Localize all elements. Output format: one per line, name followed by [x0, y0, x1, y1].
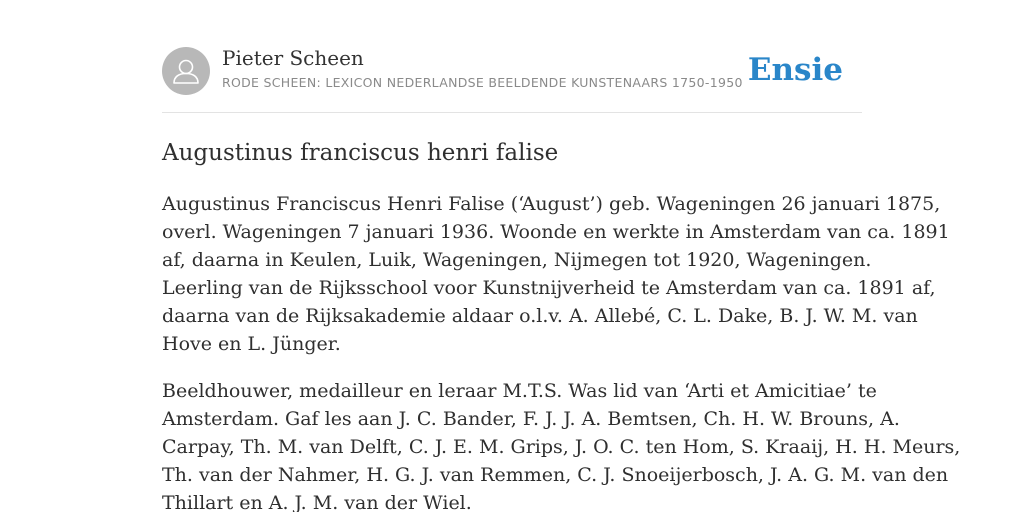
text-line: Hove en L. Jünger. — [162, 333, 341, 355]
paragraph-biography — [162, 190, 950, 358]
text-line: Beeldhouwer, medailleur en leraar M.T.S. Was lid van ‘Arti et Amicitiae’ te — [162, 380, 877, 402]
text-line: Thillart en A. J. M. van der Wiel. — [162, 492, 472, 512]
author-name[interactable]: Pieter Scheen — [222, 46, 364, 70]
text-line: Amsterdam. Gaf les aan J. C. Bander, F. J. J. A. Bemtsen, Ch. H. W. Brouns, A. — [162, 408, 900, 430]
text-line: Carpay, Th. M. van Delft, C. J. E. M. Grips, J. O. C. ten Hom, S. Kraaij, H. H. Meurs, — [162, 436, 961, 458]
ensie-logo[interactable]: Ensie — [747, 52, 843, 88]
user-silhouette-icon — [162, 47, 210, 95]
text-line: af, daarna in Keulen, Luik, Wageningen, Nijmegen tot 1920, Wageningen. — [162, 249, 872, 271]
text-line: Augustinus Franciscus Henri Falise (‘August’) geb. Wageningen 26 januari 1875, — [162, 193, 941, 215]
text-line: Th. van der Nahmer, H. G. J. van Remmen, C. J. Snoeijerbosch, J. A. G. M. van den — [162, 464, 949, 486]
article-body — [162, 190, 961, 512]
text-line: overl. Wageningen 7 januari 1936. Woonde en werkte in Amsterdam van ca. 1891 — [162, 221, 950, 243]
text-line: daarna van de Rijksakademie aldaar o.l.v. A. Allebé, C. L. Dake, B. J. W. M. van — [162, 305, 918, 327]
author-avatar[interactable] — [162, 47, 210, 95]
article-header — [162, 0, 862, 113]
article-title: Augustinus franciscus henri falise — [162, 140, 559, 166]
source-title[interactable]: RODE SCHEEN: LEXICON NEDERLANDSE BEELDENDE KUNSTENAARS 1750-1950 — [222, 75, 743, 90]
text-line: Leerling van de Rijksschool voor Kunstnijverheid te Amsterdam van ca. 1891 af, — [162, 277, 936, 299]
paragraph-career — [162, 377, 961, 512]
article-container — [162, 0, 961, 512]
